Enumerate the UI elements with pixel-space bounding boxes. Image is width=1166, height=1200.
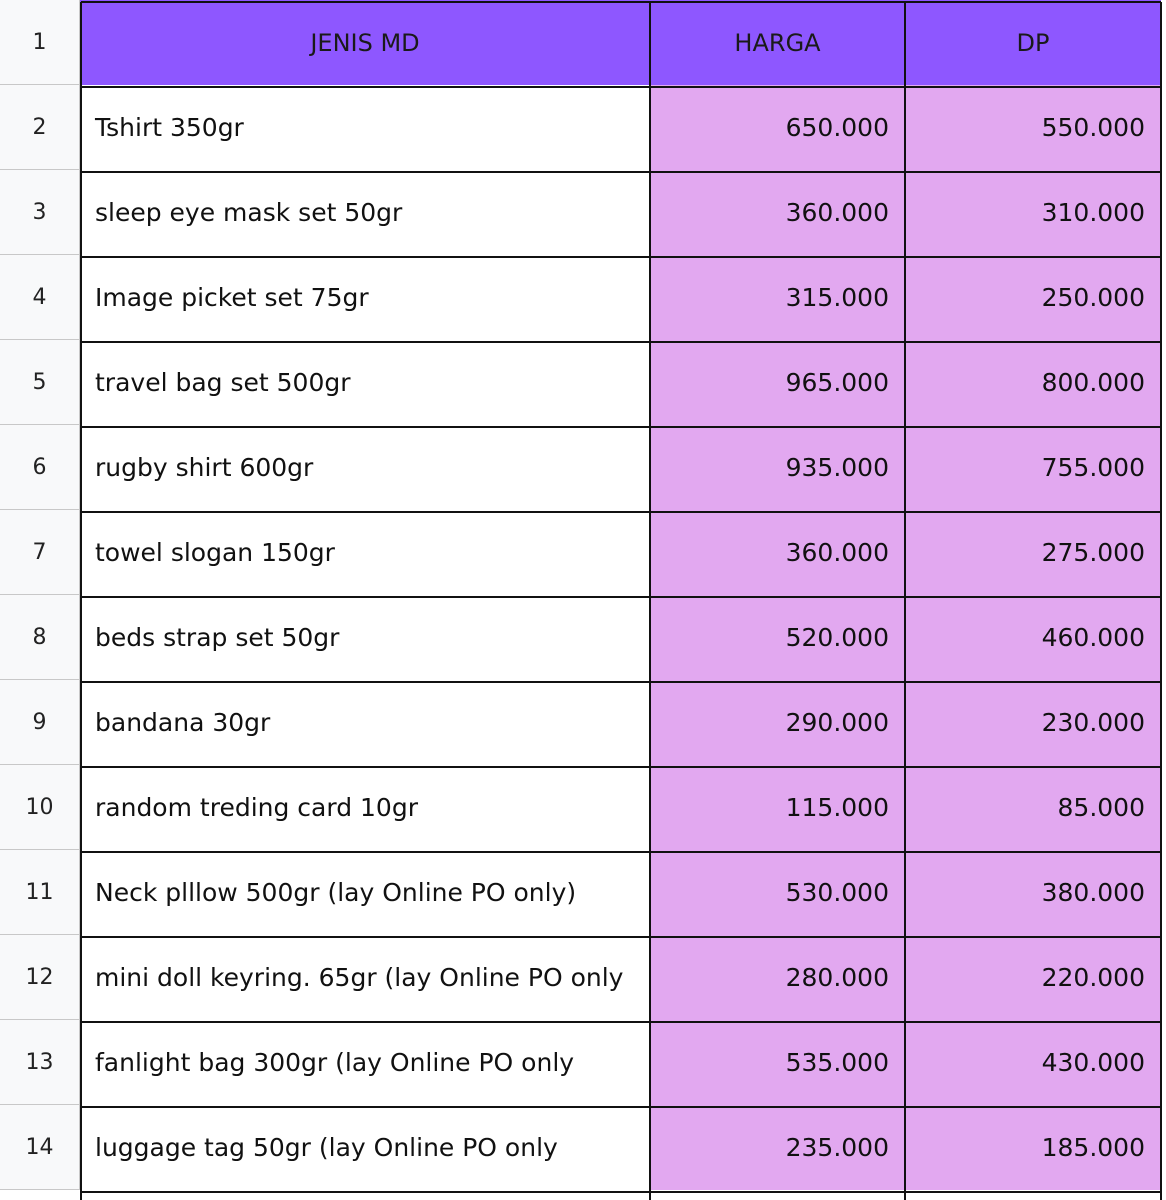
dp-cell[interactable]: 460.000 xyxy=(905,595,1161,680)
table-row xyxy=(0,765,1166,850)
item-name-cell[interactable]: luggage tag 50gr (lay Online PO only xyxy=(80,1105,650,1190)
item-name-cell[interactable]: beds strap set 50gr xyxy=(80,595,650,680)
harga-cell[interactable]: 315.000 xyxy=(650,255,905,340)
dp-cell[interactable]: 550.000 xyxy=(905,85,1161,170)
table-row xyxy=(0,680,1166,765)
row-number[interactable]: 7 xyxy=(0,510,80,595)
dp-cell[interactable]: 310.000 xyxy=(905,170,1161,255)
table-row xyxy=(0,850,1166,935)
dp-cell[interactable]: 250.000 xyxy=(905,255,1161,340)
harga-cell[interactable]: 520.000 xyxy=(650,595,905,680)
row-number[interactable]: 10 xyxy=(0,765,80,850)
dp-cell[interactable]: 230.000 xyxy=(905,680,1161,765)
item-name-cell[interactable]: rugby shirt 600gr xyxy=(80,425,650,510)
row-number[interactable]: 14 xyxy=(0,1105,80,1190)
dp-cell[interactable]: 800.000 xyxy=(905,340,1161,425)
item-name-cell[interactable]: Image picket set 75gr xyxy=(80,255,650,340)
harga-cell[interactable]: 535.000 xyxy=(650,1020,905,1105)
table-row xyxy=(0,425,1166,510)
row-number[interactable]: 5 xyxy=(0,340,80,425)
row-number[interactable]: 12 xyxy=(0,935,80,1020)
table-row xyxy=(0,1020,1166,1105)
row-number[interactable]: 1 xyxy=(0,0,80,85)
table-row xyxy=(0,510,1166,595)
item-name-cell[interactable]: travel bag set 500gr xyxy=(80,340,650,425)
table-row xyxy=(0,1105,1166,1190)
header-dp[interactable]: DP xyxy=(905,0,1161,85)
item-name-cell[interactable]: sleep eye mask set 50gr xyxy=(80,170,650,255)
header-row xyxy=(0,0,1166,85)
row-number[interactable]: 3 xyxy=(0,170,80,255)
dp-cell[interactable]: 430.000 xyxy=(905,1020,1161,1105)
harga-cell[interactable]: 650.000 xyxy=(650,85,905,170)
row-number[interactable]: 8 xyxy=(0,595,80,680)
harga-cell[interactable]: 115.000 xyxy=(650,765,905,850)
item-name-cell[interactable]: Neck plllow 500gr (lay Online PO only) xyxy=(80,850,650,935)
table-row xyxy=(0,340,1166,425)
table-row xyxy=(0,255,1166,340)
dp-cell[interactable]: 85.000 xyxy=(905,765,1161,850)
harga-cell[interactable]: 360.000 xyxy=(650,170,905,255)
dp-cell[interactable]: 185.000 xyxy=(905,1105,1161,1190)
dp-cell[interactable]: 755.000 xyxy=(905,425,1161,510)
header-jenis-md[interactable]: JENIS MD xyxy=(80,0,650,85)
row-number[interactable]: 6 xyxy=(0,425,80,510)
item-name-cell[interactable]: random treding card 10gr xyxy=(80,765,650,850)
harga-cell[interactable]: 360.000 xyxy=(650,510,905,595)
harga-cell[interactable]: 965.000 xyxy=(650,340,905,425)
row-number[interactable]: 2 xyxy=(0,85,80,170)
row-number[interactable]: 11 xyxy=(0,850,80,935)
table-row xyxy=(0,170,1166,255)
table-row xyxy=(0,85,1166,170)
dp-cell[interactable]: 275.000 xyxy=(905,510,1161,595)
dp-cell[interactable]: 220.000 xyxy=(905,935,1161,1020)
header-harga[interactable]: HARGA xyxy=(650,0,905,85)
row-number[interactable]: 13 xyxy=(0,1020,80,1105)
item-name-cell[interactable]: fanlight bag 300gr (lay Online PO only xyxy=(80,1020,650,1105)
item-name-cell[interactable]: mini doll keyring. 65gr (lay Online PO only xyxy=(80,935,650,1020)
item-name-cell[interactable]: Tshirt 350gr xyxy=(80,85,650,170)
table-row xyxy=(0,935,1166,1020)
harga-cell[interactable]: 280.000 xyxy=(650,935,905,1020)
item-name-cell[interactable]: bandana 30gr xyxy=(80,680,650,765)
harga-cell[interactable]: 935.000 xyxy=(650,425,905,510)
item-name-cell[interactable]: towel slogan 150gr xyxy=(80,510,650,595)
harga-cell[interactable]: 530.000 xyxy=(650,850,905,935)
row-number[interactable]: 9 xyxy=(0,680,80,765)
dp-cell[interactable]: 380.000 xyxy=(905,850,1161,935)
row-number[interactable]: 4 xyxy=(0,255,80,340)
harga-cell[interactable]: 290.000 xyxy=(650,680,905,765)
harga-cell[interactable]: 235.000 xyxy=(650,1105,905,1190)
table-row xyxy=(0,595,1166,680)
